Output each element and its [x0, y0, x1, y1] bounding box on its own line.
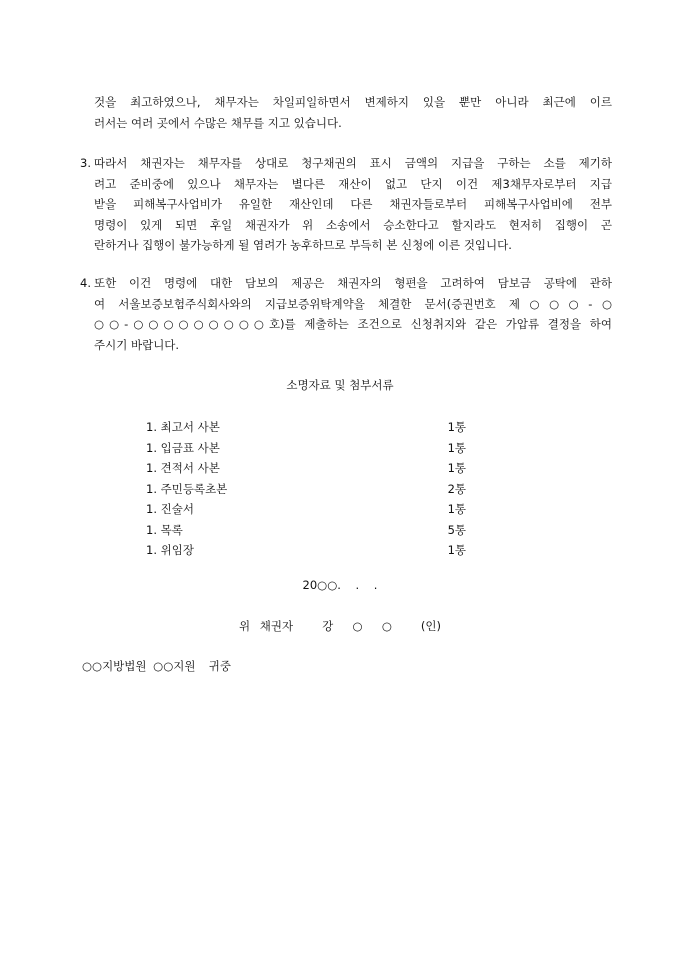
attachment-label: 1. 진술서 [146, 502, 194, 516]
attachment-row [146, 520, 466, 541]
paragraph-4 [80, 273, 612, 355]
paragraph-line: 려고 준비중에 있으나 채무자는 별다른 재산이 없고 단지 이건 제3채무자로부터 지급 [94, 176, 612, 191]
paragraph-line: 따라서 채권자는 채무자를 상대로 청구채권의 표시 금액의 지급을 구하는 소를 제기하 [94, 156, 612, 170]
paragraph-line: 또한 이건 명령에 대한 담보의 제공은 채권자의 형편을 고려하여 담보금 공탁에 관하 [94, 276, 612, 290]
creditor-signature: 위 채권자 강 ○ ○ (인) [239, 619, 441, 633]
attachment-row [146, 417, 466, 438]
paragraph-3 [80, 153, 612, 256]
paragraph-continuation [80, 92, 612, 133]
attachment-row [146, 540, 466, 561]
paragraph-line: 여 서울보증보험주식회사와의 지급보증위탁계약을 체결한 문서(증권번호 제○○○-○ [94, 296, 612, 311]
attachment-label: 1. 최고서 사본 [146, 420, 220, 434]
paragraph-line: 것을 최고하였으나, 채무자는 차일피일하면서 변제하지 있을 뿐만 아니라 최근에 이르 [94, 95, 612, 109]
attachment-row [146, 458, 466, 479]
attachment-count: 5통 [447, 522, 466, 537]
attachment-label: 1. 견적서 사본 [146, 461, 220, 475]
paragraph-line: ○○-○○○○○○○○○호)를 제출하는 조건으로 신청취지와 같은 가압류 결정을 하여 [94, 317, 612, 331]
attachment-count: 2통 [447, 481, 466, 496]
attachment-label: 1. 주민등록초본 [146, 481, 228, 496]
paragraph-number: 3. [80, 156, 91, 170]
attachment-count: 1통 [447, 502, 466, 516]
attachment-label: 1. 위임장 [146, 543, 194, 557]
attachment-count: 1통 [447, 461, 466, 475]
attachment-count: 1통 [447, 440, 466, 455]
attachment-row [146, 499, 466, 520]
attachment-count: 1통 [447, 543, 466, 557]
document-date: 20○○. . . [302, 578, 378, 592]
attachment-row [146, 438, 466, 459]
attachment-row [146, 479, 466, 500]
paragraph-line: 란하거나 집행이 불가능하게 될 염려가 농후하므로 부득히 본 신청에 이른 것입니다. [94, 238, 512, 252]
court-addressee: ○○지방법원 ○○지원 귀중 [82, 659, 231, 673]
attachment-count: 1통 [447, 420, 466, 434]
attachment-label: 1. 목록 [146, 522, 183, 537]
paragraph-line: 명령이 있게 되면 후일 채권자가 위 소송에서 승소한다고 할지라도 현저히 집행이 곤 [94, 217, 612, 232]
paragraph-line: 주시기 바랍니다. [94, 337, 180, 352]
paragraph-number: 4. [80, 276, 91, 290]
paragraph-line: 받을 피해복구사업비가 유일한 재산인데 다른 채권자들로부터 피해복구사업비에 전부 [94, 197, 612, 211]
attachments-heading: 소명자료 및 첨부서류 [286, 378, 394, 392]
paragraph-line: 러서는 여러 곳에서 수많은 채무를 지고 있습니다. [94, 115, 342, 130]
attachment-label: 1. 입금표 사본 [146, 440, 220, 455]
attachments-list [146, 417, 466, 561]
